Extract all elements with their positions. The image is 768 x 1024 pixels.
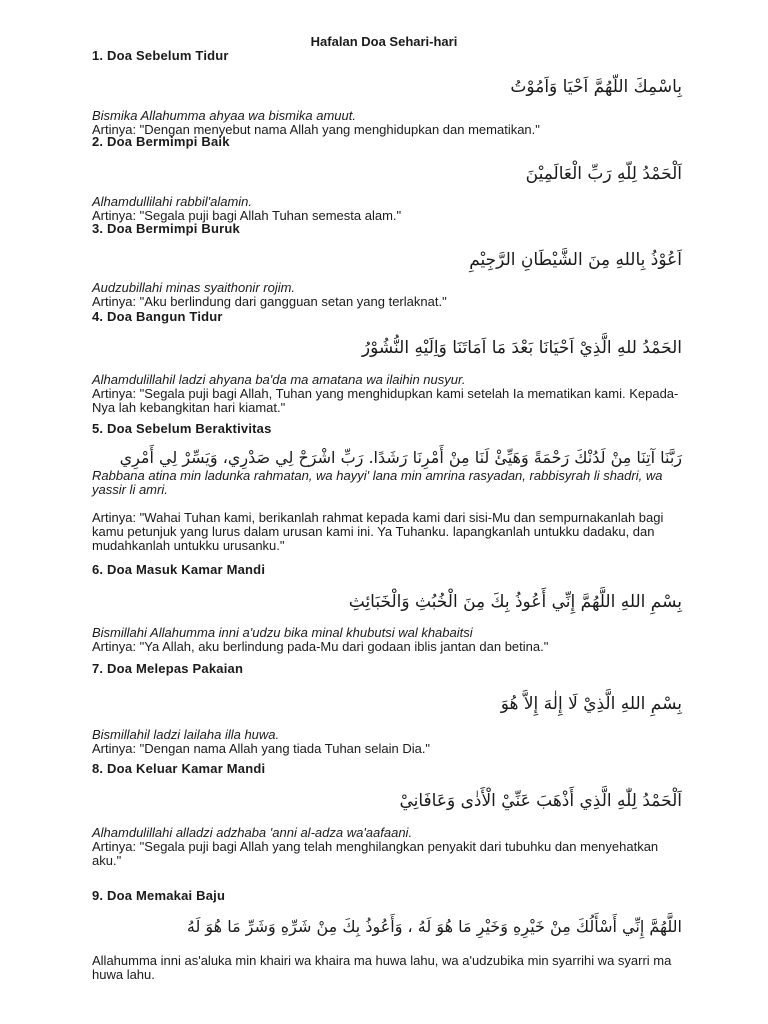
prayer-transliteration: Alhamdulillahil ladzi ahyana ba'da ma amatana wa ilaihin nusyur. [92,372,466,387]
prayer-transliteration: Alhamdulillahi alladzi adzhaba 'anni al-adza wa'aafaani. [92,825,413,840]
prayer-arabic: الحَمْدُ للهِ الَّذِيْ اَحْيَانَا بَعْدَ مَا اَمَاتَنَا وَاِلَيْهِ النُّشُوْرُ [361,338,682,358]
prayer-heading: 3. Doa Bermimpi Buruk [92,221,240,236]
prayer-section-1 [92,48,682,137]
prayer-section-3 [92,221,682,309]
prayer-section-2 [92,134,682,223]
prayer-transliteration: Alhamdullilahi rabbil'alamin. [92,194,253,209]
prayer-meaning: Artinya: "Dengan nama Allah yang tiada Tuhan selain Dia." [92,741,431,756]
prayer-arabic: رَبَّنَا آتِنَا مِنْ لَدُنْكَ رَحْمَةً وَهَيِّئْ لَنَا مِنْ أَمْرِنَا رَشَدًا. رَبِّ اشْرَحْ لِي صَدْرِي، وَيَسِّرْ لِي أَمْرِي [119,448,682,467]
prayer-arabic: اللَّهُمَّ إِنِّي أَسْأَلُكَ مِنْ خَيْرِهِ وَخَيْرِ مَا هُوَ لَهُ ، وَأَعُوذُ بِكَ مِنْ شَرِّهِ وَشَرِّ مَا هُوَ لَهُ [186,917,682,936]
prayer-transliteration: Rabbana atina min ladunka rahmatan, wa hayyi' lana min amrina rasyadan, rabbisyrah li shadri, wa yassir li amri. [92,468,663,497]
prayer-section-5 [92,421,682,553]
prayer-transliteration: Allahumma inni as'aluka min khairi wa khaira ma huwa lahu, wa a'udzubika min syarrihi wa syarri ma huwa lahu. [92,953,672,982]
prayer-section-4 [92,309,682,415]
document-title: Hafalan Doa Sehari-hari [310,34,458,49]
prayer-arabic: اَلْحَمْدُ لِلّهِ رَبِّ الْعَالَمِيْنَ [525,164,682,184]
prayer-heading: 6. Doa Masuk Kamar Mandi [92,562,266,577]
prayer-meaning: Artinya: "Ya Allah, aku berlindung pada-Mu dari godaan iblis jantan dan betina." [92,639,549,654]
prayer-meaning: Artinya: "Aku berlindung dari gangguan setan yang terlaknat." [92,294,447,309]
prayer-section-7 [92,661,682,756]
prayer-arabic: بِسْمِ اللهِ الَّذِيْ لَا إِلٰهَ إِلاَّ هُوَ [500,694,682,714]
prayer-heading: 2. Doa Bermimpi Baik [92,134,230,149]
prayer-meaning: Artinya: "Segala puji bagi Allah, Tuhan yang menghidupkan kami setelah Ia mematikan kami. Kepada-Nya lah kebangkitan hari kiamat." [92,386,679,415]
prayer-arabic: بِاسْمِكَ اللّهُمَّ اَحْيَا وَاَمُوْتُ [510,77,682,97]
prayer-section-8 [92,761,682,868]
prayer-heading: 7. Doa Melepas Pakaian [92,661,244,676]
prayer-meaning: Artinya: "Wahai Tuhan kami, berikanlah rahmat kepada kami dari sisi-Mu dan sempurnakanlah bagi kamu petunjuk yang lurus dalam urusan kami ini. Ya Tuhanku. lapangkanlah untukku dadaku, dan mudahkanlah untukku urusanku." [92,510,664,553]
prayer-heading: 1. Doa Sebelum Tidur [92,48,229,63]
prayer-meaning: Artinya: "Segala puji bagi Allah yang telah menghilangkan penyakit dari tubuhku dan menyehatkan aku." [92,839,659,868]
prayer-meaning: Artinya: "Segala puji bagi Allah Tuhan semesta alam." [92,208,402,223]
prayer-transliteration: Audzubillahi minas syaithonir rojim. [92,280,296,295]
prayer-heading: 9. Doa Memakai Baju [92,888,226,903]
prayer-heading: 4. Doa Bangun Tidur [92,309,223,324]
prayer-heading: 8. Doa Keluar Kamar Mandi [92,761,266,776]
prayer-transliteration: Bismillahi Allahumma inni a'udzu bika minal khubutsi wal khabaitsi [92,625,473,640]
prayer-transliteration: Bismillahil ladzi lailaha illa huwa. [92,727,280,742]
prayer-arabic: بِسْمِ اللهِ اللَّهُمَّ إِنِّي أَعُوذُ بِكَ مِنَ الْخُبُثِ وَالْخَبَائِثِ [348,592,682,612]
prayer-arabic: اَلْحَمْدُ لِلّٰهِ الَّذِي أَذْهَبَ عَنِّيْ الْأَذٰى وَعَافَانِيْ [399,791,682,811]
prayer-heading: 5. Doa Sebelum Beraktivitas [92,421,272,436]
prayer-meaning: Artinya: "Dengan menyebut nama Allah yang menghidupkan dan mematikan." [92,122,540,137]
prayer-section-9 [92,888,682,982]
prayer-section-6 [92,562,682,654]
prayer-arabic: اَعُوْذُ بِاللهِ مِنَ الشَّيْطَانِ الرَّجِيْمِ [469,250,682,270]
prayer-transliteration: Bismika Allahumma ahyaa wa bismika amuut. [92,108,356,123]
